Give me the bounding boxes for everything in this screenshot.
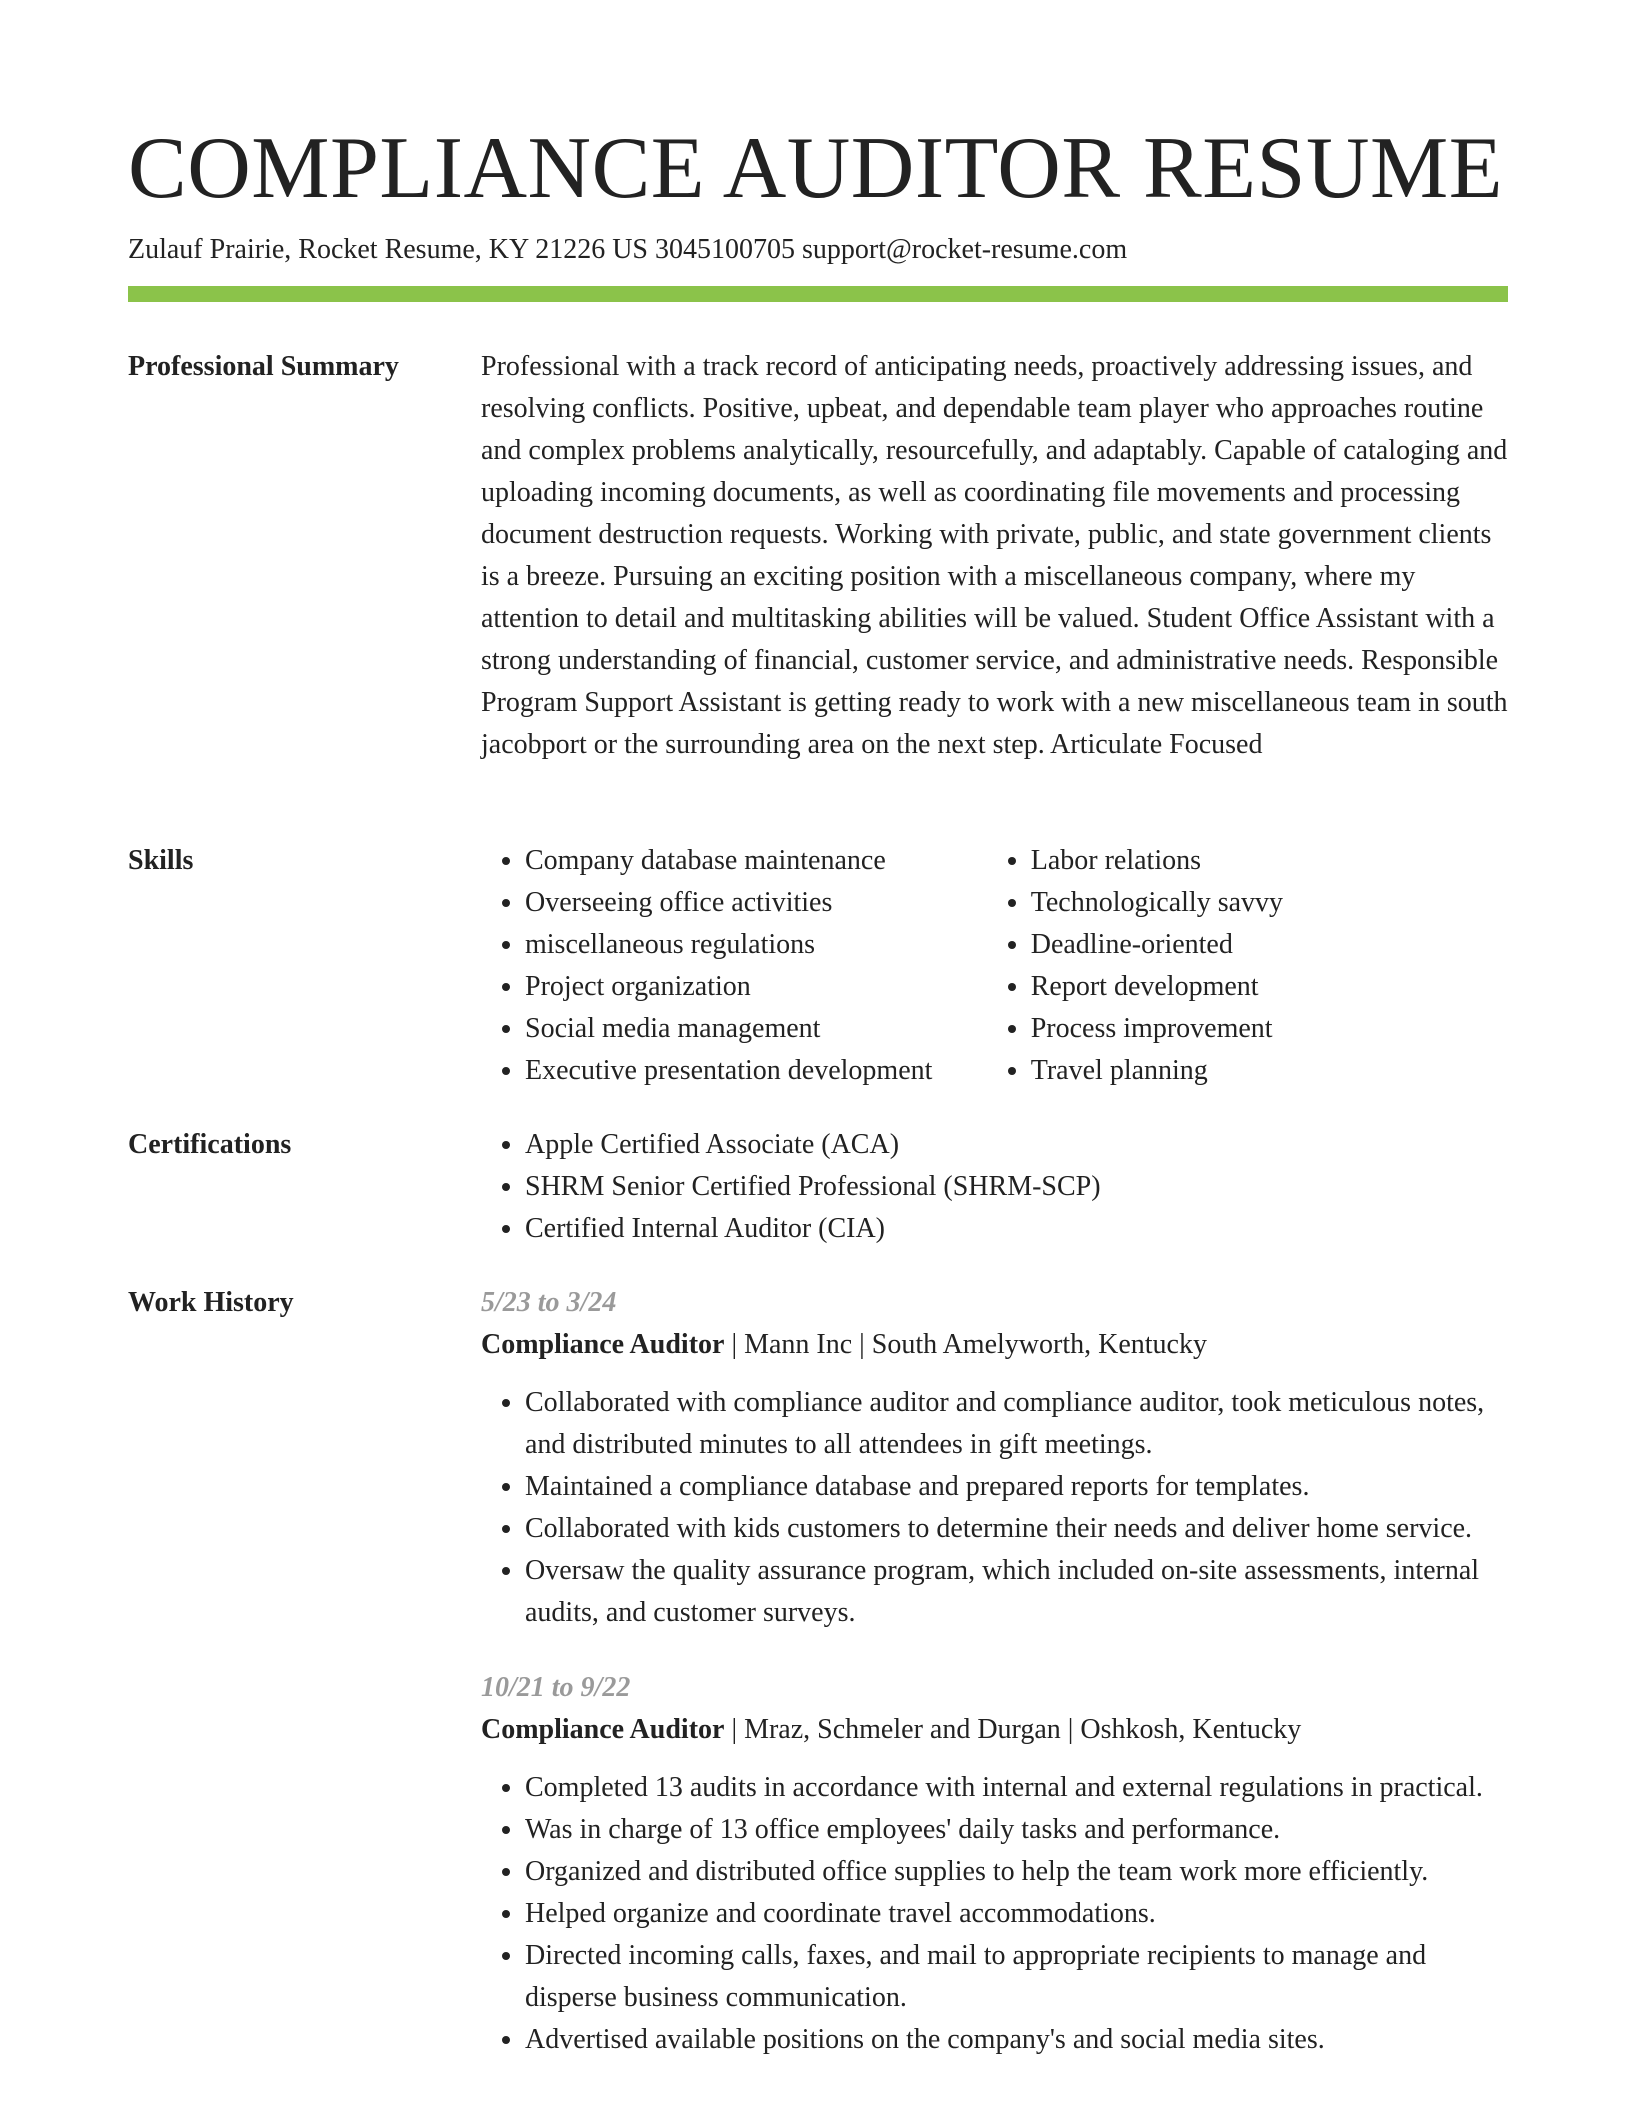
certifications-heading: Certifications	[128, 1129, 292, 1160]
job-dates: 5/23 to 3/24	[481, 1287, 617, 1318]
job-title: Compliance Auditor	[481, 1329, 725, 1360]
job-heading	[481, 1324, 1508, 1366]
certification-item: • Certified Internal Auditor (CIA)	[525, 1208, 1508, 1250]
job-responsibilities	[481, 1767, 1508, 2061]
certifications-list	[481, 1124, 1508, 1250]
work-history-heading: Work History	[128, 1287, 294, 1318]
skill-item: • Executive presentation development	[525, 1050, 987, 1092]
skill-item: • Report development	[1031, 966, 1508, 1008]
responsibility-item: • Organized and distributed office supplies to help the team work more efficiently.	[525, 1851, 1508, 1893]
skills-heading: Skills	[128, 845, 194, 876]
certification-item: • SHRM Senior Certified Professional (SHRM-SCP)	[525, 1166, 1508, 1208]
skills-grid	[481, 840, 1508, 1092]
summary-text: Professional with a track record of anticipating needs, proactively addressing issues, and resolving conflicts. Positive, upbeat, and dependable team player who approaches routine and complex problems analytically, resourcefully, and adaptably. Capable of cataloging and uploading incoming documents, as well as coordinating file movements and processing document destruction requests. Working with private, public, and state government clients is a breeze. Pursuing an exciting position with a miscellaneous company, where my attention to detail and multitasking abilities will be valued. Student Office Assistant with a strong understanding of financial, customer service, and administrative needs. Responsible Program Support Assistant is getting ready to work with a new miscellaneous team in south jacobport or the surrounding area on the next step. Articulate Focused	[481, 351, 1508, 760]
skill-item: • Travel planning	[1031, 1050, 1508, 1092]
responsibility-item: • Directed incoming calls, faxes, and mail to appropriate recipients to manage and disperse business communication.	[525, 1935, 1508, 2019]
certification-item: • Apple Certified Associate (ACA)	[525, 1124, 1508, 1166]
responsibility-item: • Collaborated with compliance auditor and compliance auditor, took meticulous notes, and distributed minutes to all attendees in gift meetings.	[525, 1382, 1508, 1466]
skill-item: • Overseeing office activities	[525, 882, 987, 924]
responsibility-item: • Maintained a compliance database and prepared reports for templates.	[525, 1466, 1508, 1508]
resume-title: COMPLIANCE AUDITOR RESUME	[128, 120, 1503, 217]
job-responsibilities	[481, 1382, 1508, 1634]
skill-item: • Company database maintenance	[525, 840, 987, 882]
responsibility-item: • Was in charge of 13 office employees' daily tasks and performance.	[525, 1809, 1508, 1851]
job-entry	[481, 1282, 1508, 1634]
responsibility-item: • Completed 13 audits in accordance with internal and external regulations in practical.	[525, 1767, 1508, 1809]
responsibility-item: • Collaborated with kids customers to determine their needs and deliver home service.	[525, 1508, 1508, 1550]
summary-heading: Professional Summary	[128, 351, 399, 382]
job-employer-location: | Mann Inc | South Amelyworth, Kentucky	[724, 1329, 1207, 1360]
certifications-body	[481, 1124, 1508, 1250]
job-entry	[481, 1667, 1508, 2061]
skill-item: • Deadline-oriented	[1031, 924, 1508, 966]
skill-item: • miscellaneous regulations	[525, 924, 987, 966]
job-dates: 10/21 to 9/22	[481, 1672, 631, 1703]
skills-body	[481, 840, 1508, 1092]
summary-body	[481, 346, 1508, 766]
skills-column-2	[987, 840, 1508, 1092]
skill-item: • Technologically savvy	[1031, 882, 1508, 924]
job-title: Compliance Auditor	[481, 1714, 725, 1745]
job-heading	[481, 1709, 1508, 1751]
skill-item: • Social media management	[525, 1008, 987, 1050]
responsibility-item: • Advertised available positions on the company's and social media sites.	[525, 2019, 1508, 2061]
responsibility-item: • Oversaw the quality assurance program, which included on-site assessments, internal audits, and customer surveys.	[525, 1550, 1508, 1634]
responsibility-item: • Helped organize and coordinate travel accommodations.	[525, 1893, 1508, 1935]
work-history-body	[481, 1282, 1508, 2094]
skills-column-1	[481, 840, 987, 1092]
skill-item: • Process improvement	[1031, 1008, 1508, 1050]
header-divider	[128, 286, 1508, 302]
job-employer-location: | Mraz, Schmeler and Durgan | Oshkosh, Kentucky	[724, 1714, 1302, 1745]
contact-info: Zulauf Prairie, Rocket Resume, KY 21226 US 3045100705 support@rocket-resume.com	[128, 234, 1128, 265]
skill-item: • Labor relations	[1031, 840, 1508, 882]
skill-item: • Project organization	[525, 966, 987, 1008]
